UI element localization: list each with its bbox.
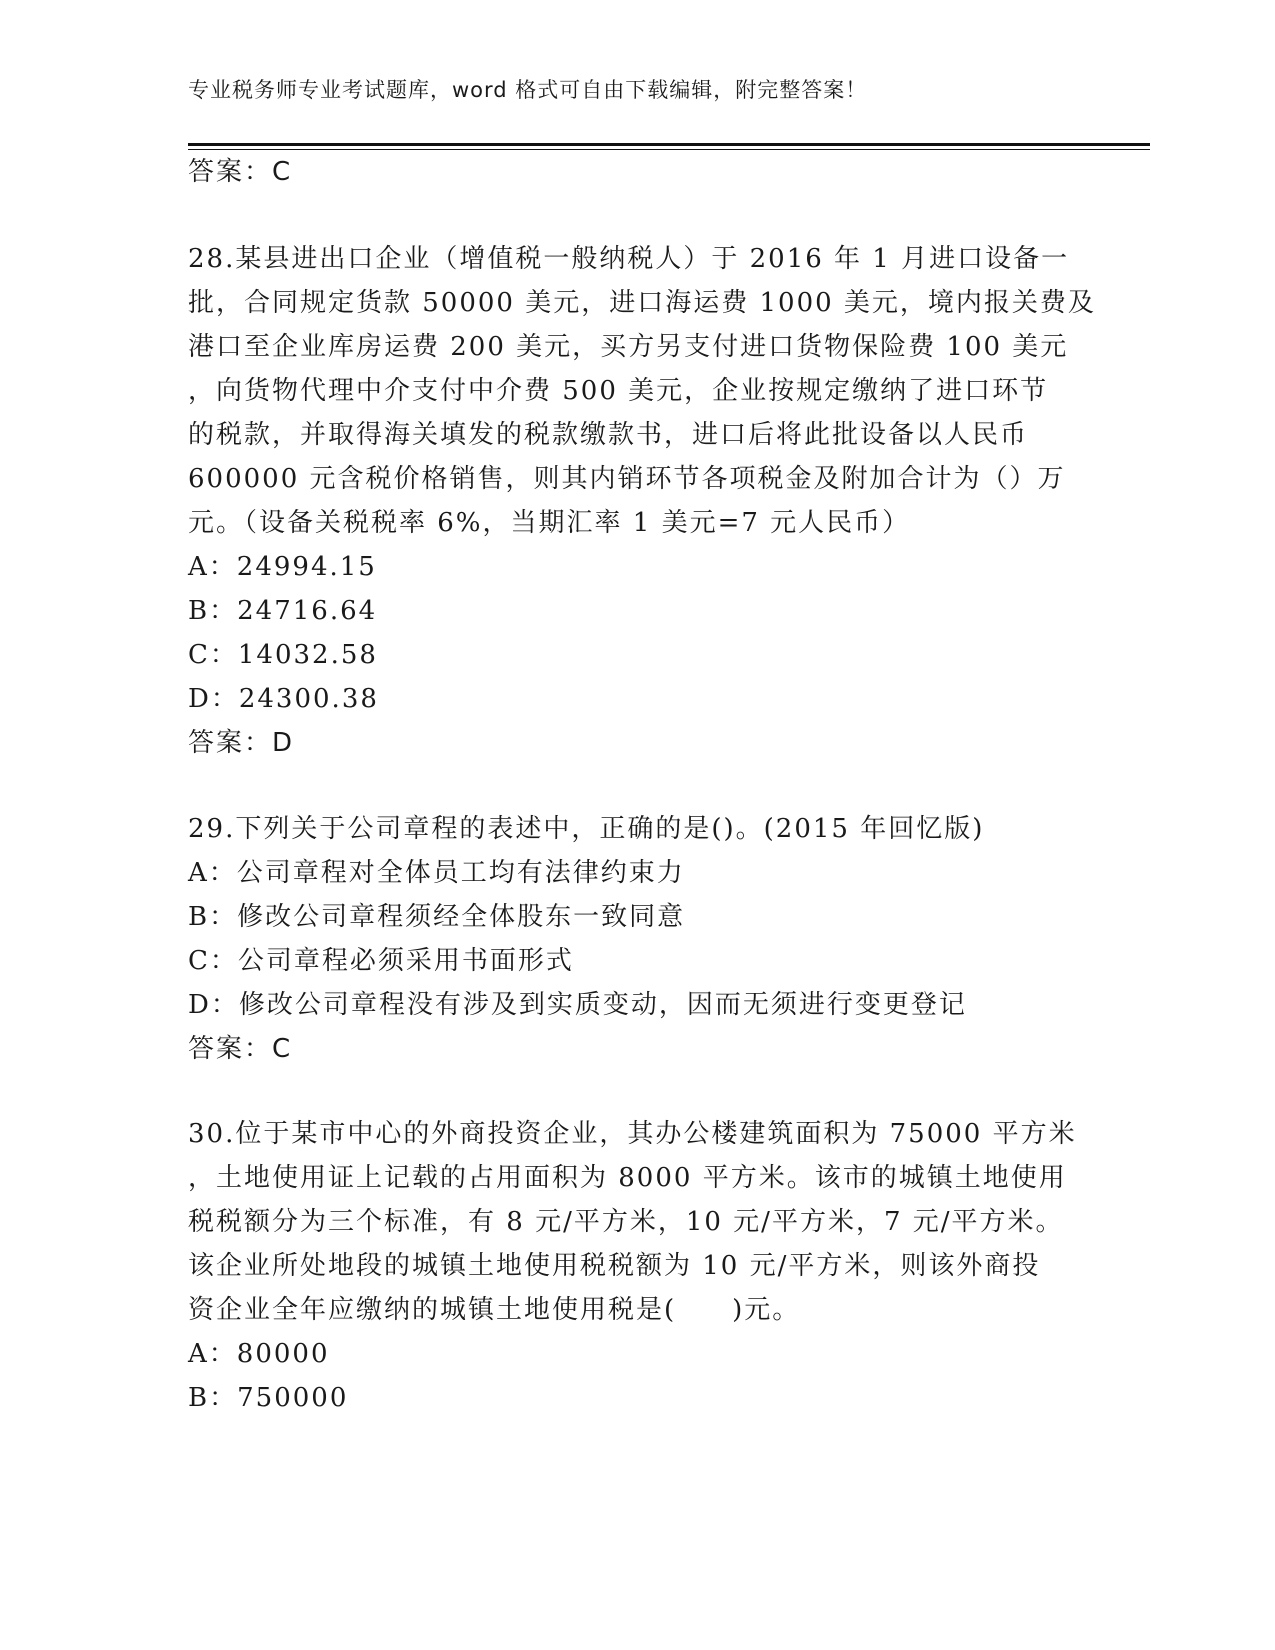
q30-option-b: B：750000 [188,1383,349,1413]
q28-line-4: ，向货物代理中介支付中介费 500 美元，企业按规定缴纳了进口环节 [188,376,1049,406]
q30-option-a: A：80000 [188,1339,330,1369]
header-rule-thin [188,149,1150,150]
page-header: 专业税务师专业考试题库，word 格式可自由下载编辑，附完整答案！ [188,78,868,102]
q28-option-d: D：24300.38 [188,684,379,714]
q30-line-5: 资企业全年应缴纳的城镇土地使用税是( )元。 [188,1295,801,1325]
q28-line-1: 28.某县进出口企业（增值税一般纳税人）于 2016 年 1 月进口设备一 [188,244,1070,274]
q29-option-c: C：公司章程必须采用书面形式 [188,946,574,976]
q29-option-a: A：公司章程对全体员工均有法律约束力 [188,858,685,888]
prev-answer: 答案：C [188,157,293,187]
q29-option-b: B：修改公司章程须经全体股东一致同意 [188,902,686,932]
q28-line-5: 的税款，并取得海关填发的税款缴款书，进口后将此批设备以人民币 [188,420,1029,450]
q30-line-3: 税税额分为三个标准，有 8 元/平方米，10 元/平方米，7 元/平方米。 [188,1207,1064,1237]
q29-option-d: D：修改公司章程没有涉及到实质变动，因而无须进行变更登记 [188,990,967,1020]
q28-line-2: 批，合同规定货款 50000 美元，进口海运费 1000 美元，境内报关费及 [188,288,1096,318]
q29-line-1: 29.下列关于公司章程的表述中，正确的是()。(2015 年回忆版) [188,814,985,844]
q29-answer: 答案：C [188,1034,293,1064]
q28-line-6: 600000 元含税价格销售，则其内销环节各项税金及附加合计为（）万 [188,464,1066,494]
q28-option-c: C：14032.58 [188,640,378,670]
q28-answer: 答案：D [188,728,295,758]
q28-line-7: 元。（设备关税税率 6%，当期汇率 1 美元=7 元人民币） [188,508,911,538]
q28-option-b: B：24716.64 [188,596,378,626]
header-rule-thick [188,143,1150,146]
q30-line-1: 30.位于某市中心的外商投资企业，其办公楼建筑面积为 75000 平方米 [188,1119,1077,1149]
q28-option-a: A：24994.15 [188,552,377,582]
q28-line-3: 港口至企业库房运费 200 美元，买方另支付进口货物保险费 100 美元 [188,332,1069,362]
q30-line-2: ，土地使用证上记载的占用面积为 8000 平方米。该市的城镇土地使用 [188,1163,1067,1193]
q30-line-4: 该企业所处地段的城镇土地使用税税额为 10 元/平方米，则该外商投 [188,1251,1041,1281]
